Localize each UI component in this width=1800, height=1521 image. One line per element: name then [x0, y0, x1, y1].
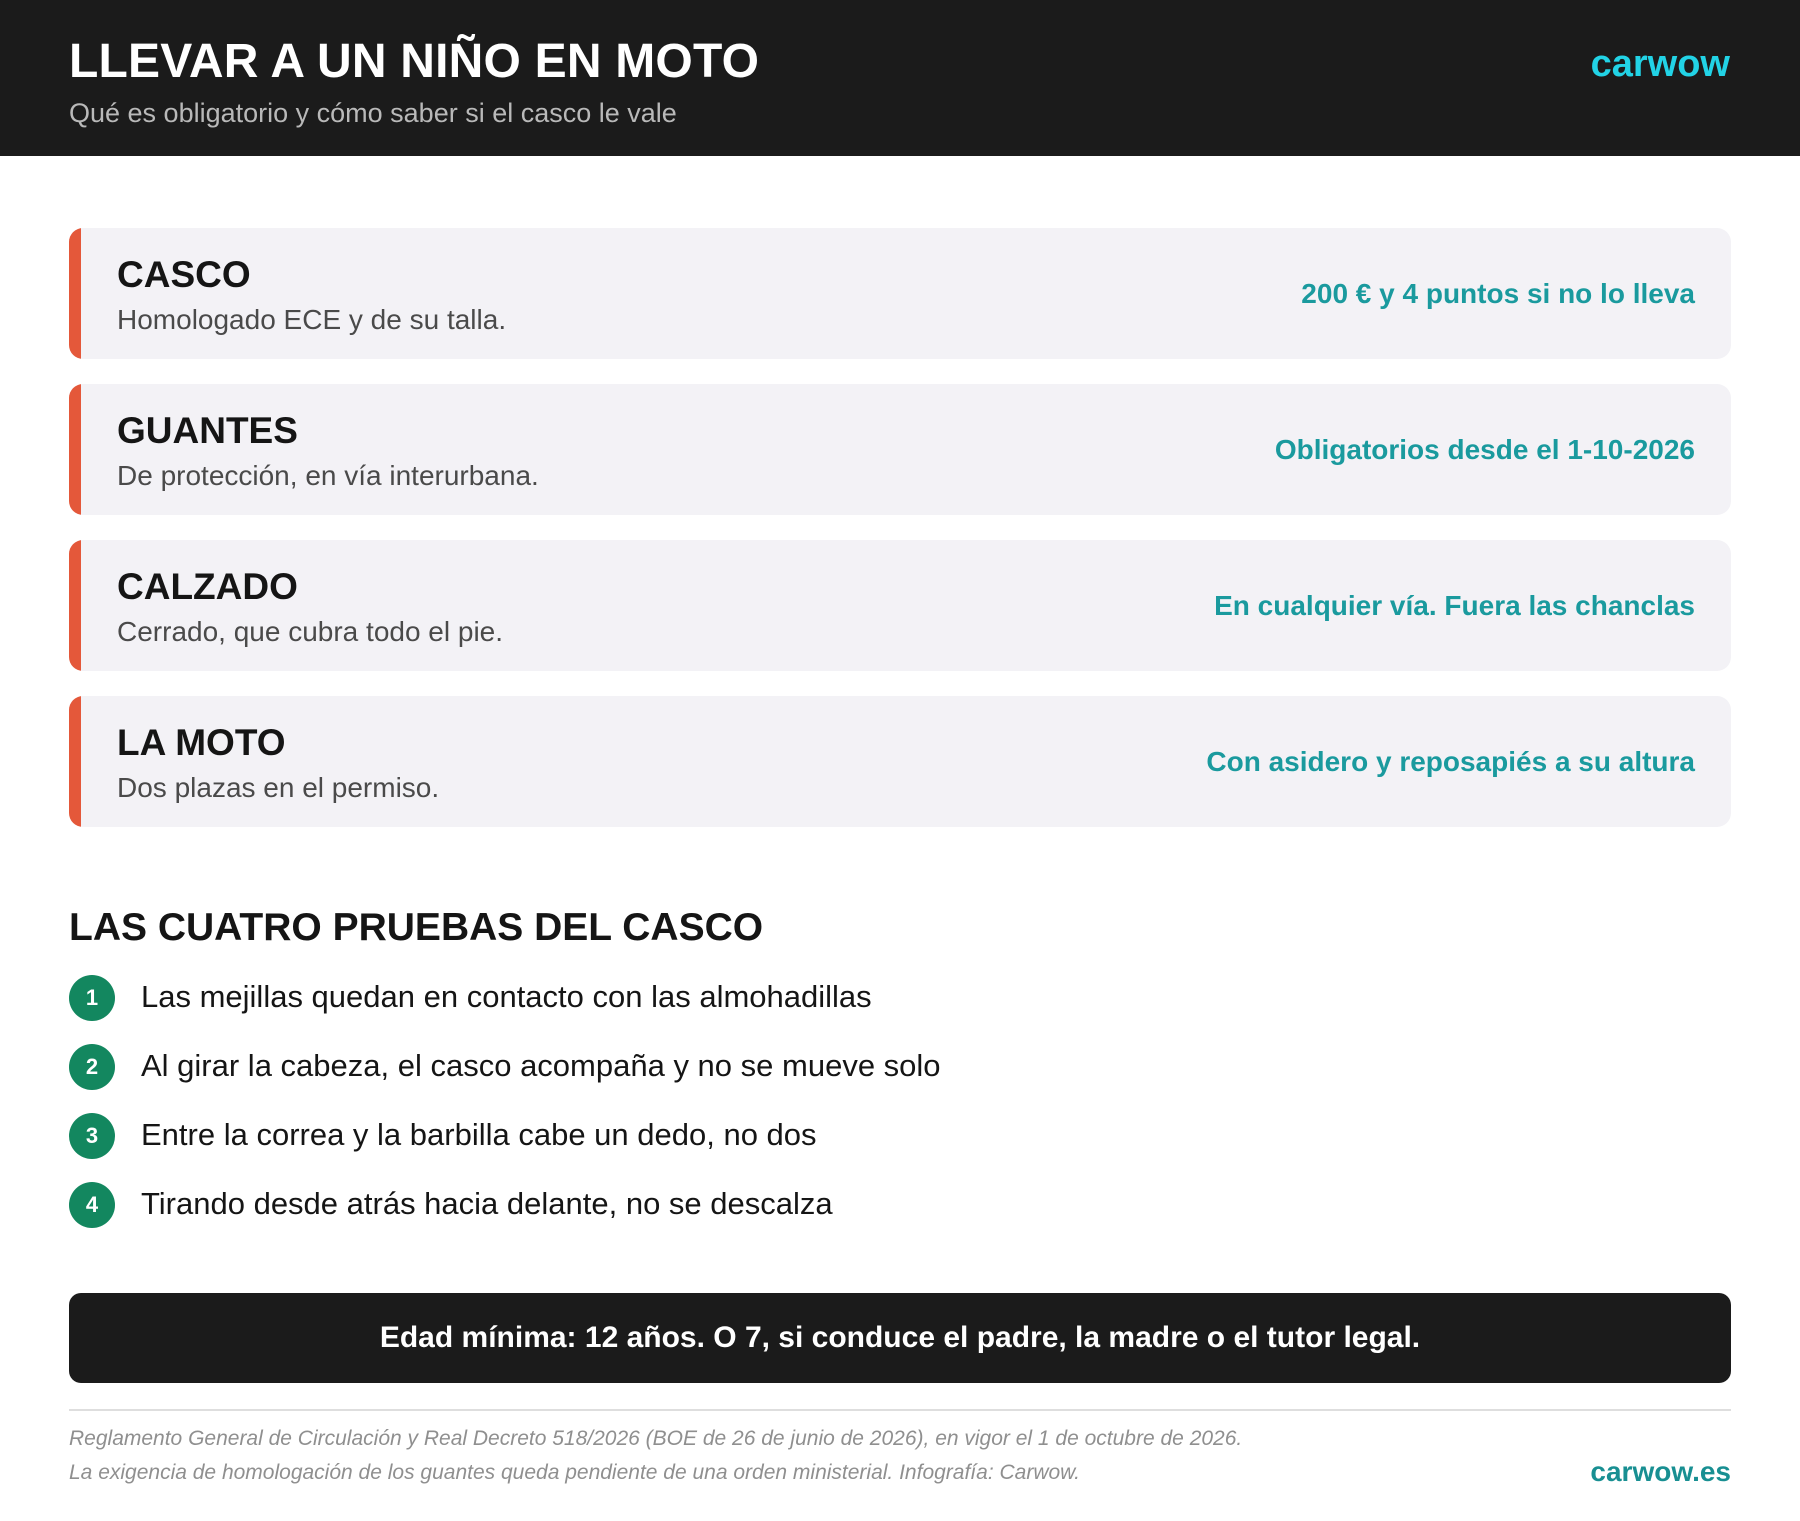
requirement-title: CASCO: [117, 254, 251, 295]
source-note: Reglamento General de Circulación y Real Decreto 518/2026 (BOE de 26 de junio de 2026), en vigor el 1 de octubre de 2026.: [69, 1427, 1243, 1450]
requirement-title: LA MOTO: [117, 722, 286, 763]
requirement-title: GUANTES: [117, 410, 298, 451]
card-accent-bar: [69, 540, 81, 671]
card-accent-bar: [69, 228, 81, 359]
requirement-note: Obligatorios desde el 1-10-2026: [1274, 433, 1695, 465]
requirement-description: Cerrado, que cubra todo el pie.: [117, 616, 504, 647]
requirement-note: 200 € y 4 puntos si no lo lleva: [1301, 277, 1695, 309]
requirement-card-casco: [69, 228, 1731, 359]
step-text: Al girar la cabeza, el casco acompaña y no se mueve solo: [141, 1048, 941, 1083]
footer-divider: [69, 1409, 1731, 1411]
minimum-age-banner: Edad mínima: 12 años. O 7, si conduce el padre, la madre o el tutor legal.: [69, 1293, 1731, 1383]
requirements-list: [69, 228, 1731, 852]
brand-logo: carwow: [1590, 43, 1730, 85]
step-number-badge: 4: [69, 1182, 115, 1228]
step-text: Tirando desde atrás hacia delante, no se descalza: [141, 1186, 833, 1221]
credit-note: La exigencia de homologación de los guantes queda pendiente de una orden ministerial. Infografía: Carwow.: [69, 1461, 1081, 1484]
requirement-description: Homologado ECE y de su talla.: [117, 304, 507, 335]
requirement-note: Con asidero y reposapiés a su altura: [1206, 745, 1695, 777]
footer-brand-link[interactable]: carwow.es: [1590, 1456, 1731, 1487]
requirement-card-la-moto: [69, 696, 1731, 827]
requirement-title: CALZADO: [117, 566, 298, 607]
step-text: Las mejillas quedan en contacto con las almohadillas: [141, 979, 872, 1014]
step-number-badge: 1: [69, 975, 115, 1021]
card-accent-bar: [69, 696, 81, 827]
page-title: LLEVAR A UN NIÑO EN MOTO: [69, 35, 760, 88]
requirement-description: Dos plazas en el permiso.: [117, 772, 440, 803]
requirement-card-guantes: [69, 384, 1731, 515]
requirement-card-calzado: [69, 540, 1731, 671]
requirement-note: En cualquier vía. Fuera las chanclas: [1214, 589, 1695, 621]
helmet-tests-heading: LAS CUATRO PRUEBAS DEL CASCO: [69, 906, 764, 949]
page-subtitle: Qué es obligatorio y cómo saber si el casco le vale: [69, 98, 677, 128]
step-number-badge: 3: [69, 1113, 115, 1159]
step-text: Entre la correa y la barbilla cabe un dedo, no dos: [141, 1117, 817, 1152]
card-accent-bar: [69, 384, 81, 515]
step-number-badge: 2: [69, 1044, 115, 1090]
requirement-description: De protección, en vía interurbana.: [117, 460, 539, 491]
header: [0, 0, 1800, 156]
